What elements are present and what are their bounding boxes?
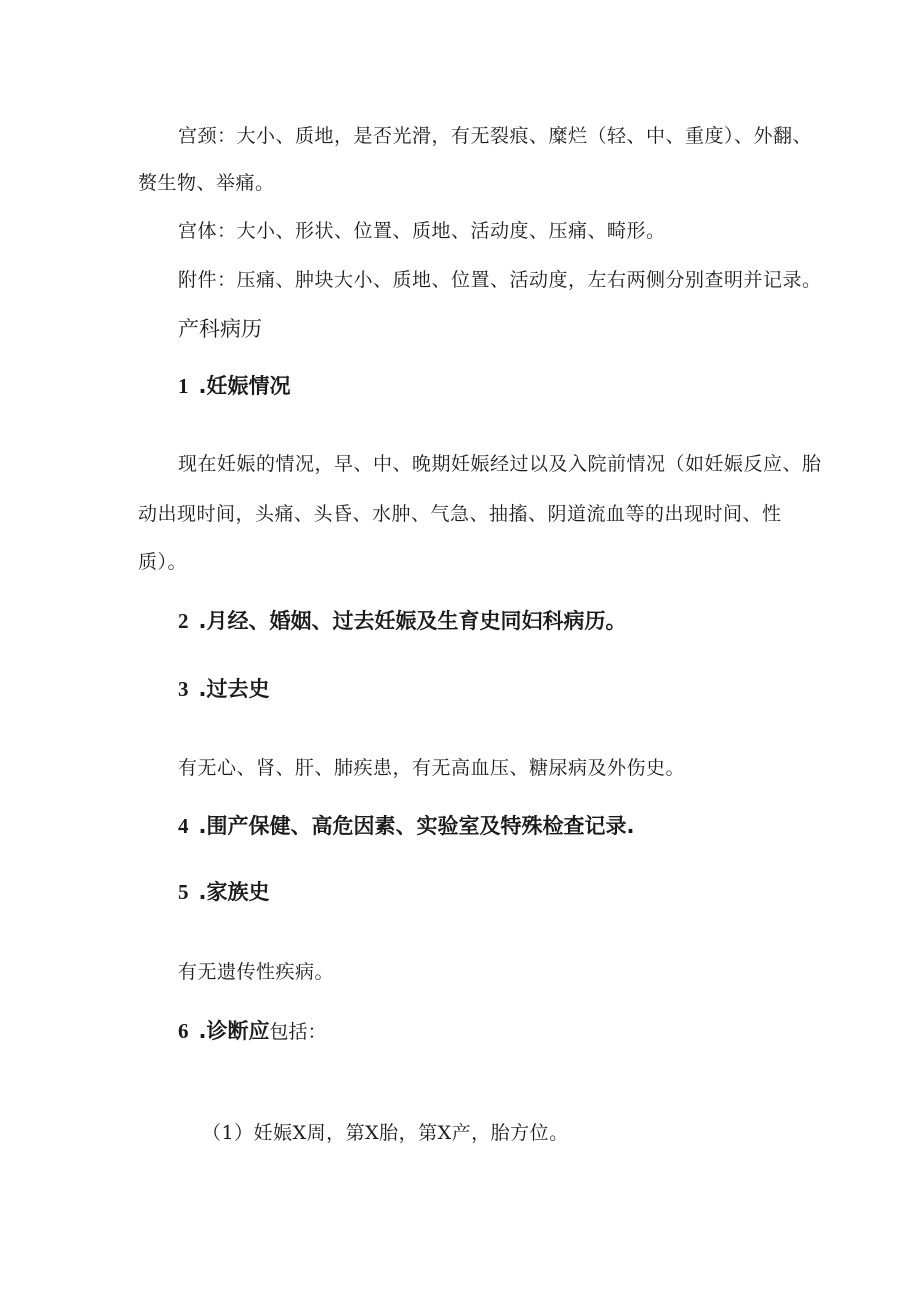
- section-heading-diagnosis: [178, 1018, 327, 1045]
- uterus-exam-line: 宫体：大小、形状、位置、质地、活动度、压痛、畸形。: [178, 220, 666, 242]
- section-title: .围产保健、高危因素、实验室及特殊检查记录.: [198, 814, 635, 838]
- section-number: 1: [178, 374, 189, 398]
- pregnancy-text-line-2: 动出现时间，头痛、头昏、水肿、气急、抽搐、阴道流血等的出现时间、性: [138, 503, 782, 525]
- section-heading-past-history: [178, 676, 269, 702]
- section-number: 6: [178, 1019, 189, 1043]
- section-title-obstetric-record: 产科病历: [178, 317, 262, 341]
- adnexa-exam-line: 附件：压痛、肿块大小、质地、位置、活动度，左右两侧分别查明并记录。: [178, 269, 822, 291]
- section-title: .妊娠情况: [198, 374, 291, 398]
- family-history-text: 有无遗传性疾病。: [178, 961, 335, 983]
- past-history-text: 有无心、肾、肝、肺疾患，有无高血压、糖尿病及外伤史。: [178, 757, 686, 779]
- cervix-exam-line-1: 宫颈：大小、质地，是否光滑，有无裂痕、糜烂（轻、中、重度）、外翻、: [178, 125, 813, 147]
- section-number: 2: [178, 609, 189, 633]
- cervix-exam-line-2: 赘生物、举痛。: [138, 172, 275, 194]
- section-number: 5: [178, 880, 189, 904]
- section-title: .月经、婚姻、过去妊娠及生育史同妇科病历。: [198, 609, 627, 633]
- section-title: .家族史: [198, 880, 270, 904]
- section-heading-pregnancy: [178, 373, 290, 399]
- section-title: .过去史: [198, 677, 270, 701]
- section-heading-menstrual-history: [178, 608, 626, 634]
- pregnancy-text-line-1: 现在妊娠的情况，早、中、晚期妊娠经过以及入院前情况（如妊娠反应、胎: [178, 453, 822, 475]
- section-title: .诊断应: [198, 1019, 270, 1043]
- section-number: 3: [178, 677, 189, 701]
- section-heading-family-history: [178, 879, 269, 905]
- section-number: 4: [178, 814, 189, 838]
- pregnancy-text-line-3: 质）。: [138, 551, 188, 573]
- diagnosis-item-1: （1）妊娠X周，第X胎，第X产，胎方位。: [202, 1122, 569, 1144]
- section-heading-prenatal-care: [178, 813, 634, 839]
- section-title-tail: 包括：: [269, 1021, 327, 1043]
